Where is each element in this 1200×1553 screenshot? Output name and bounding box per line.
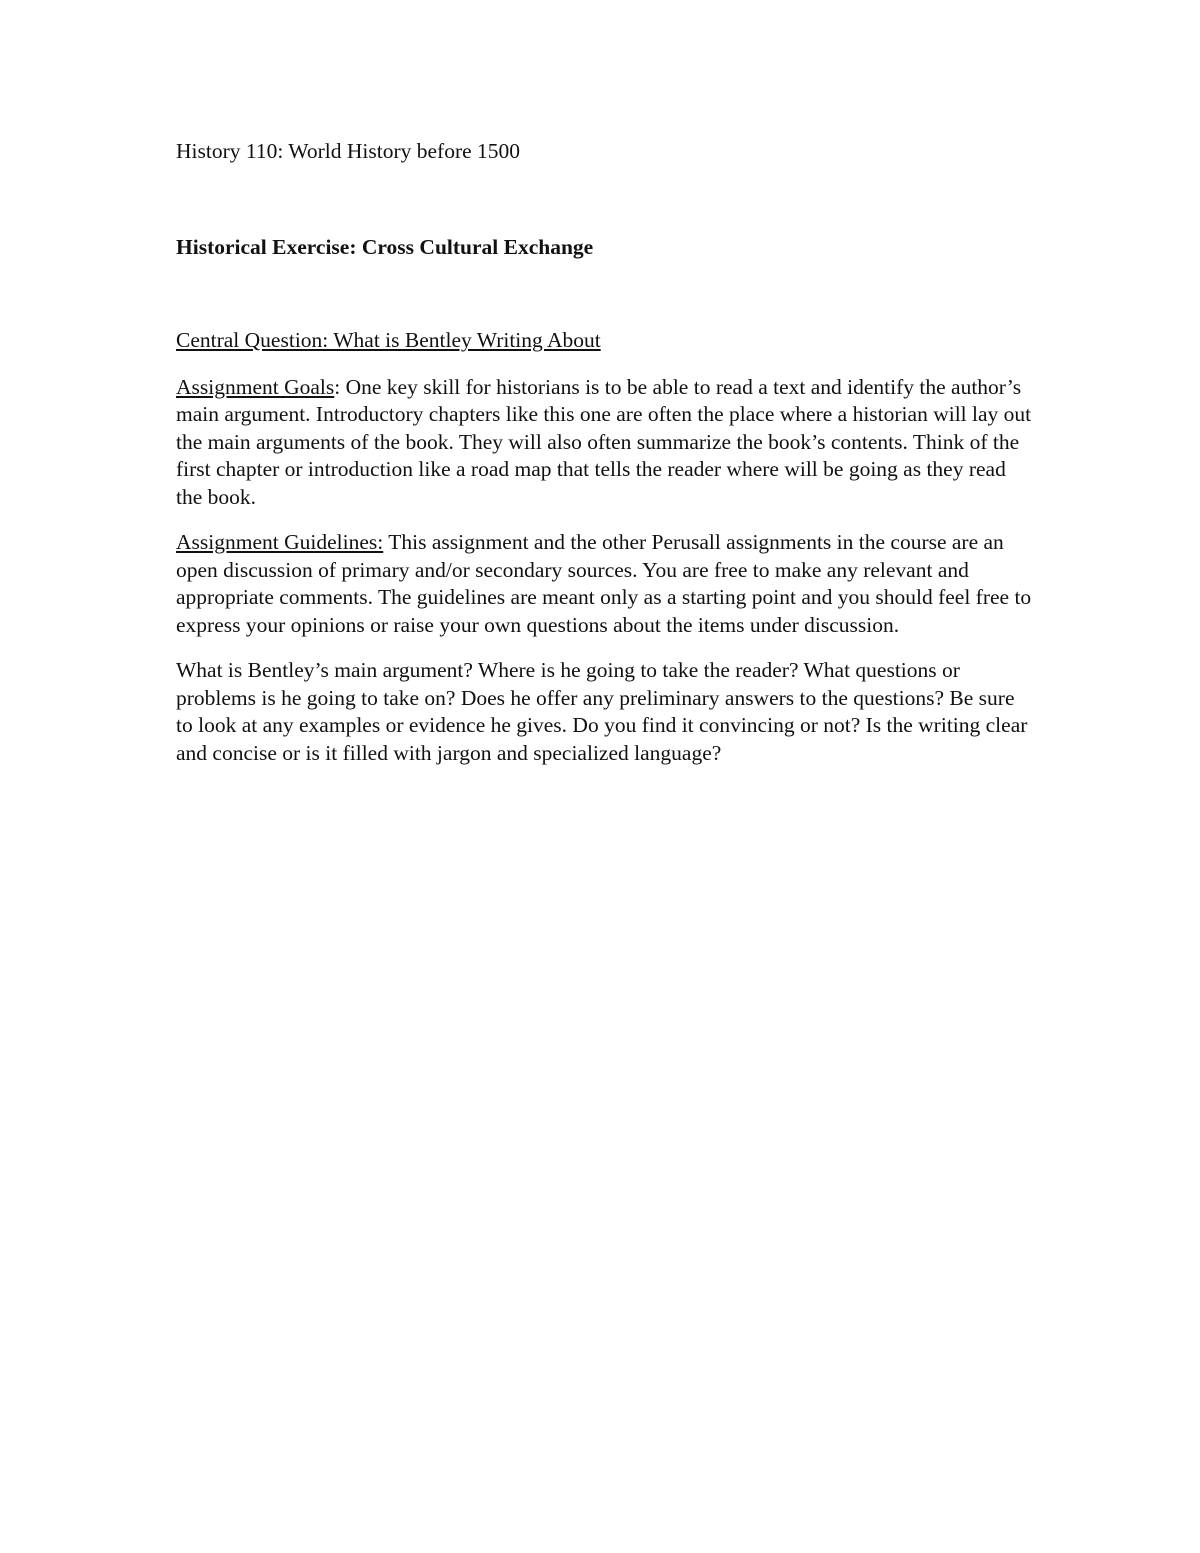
assignment-goals-label: Assignment Goals [176,374,335,399]
exercise-title: Historical Exercise: Cross Cultural Exchange [176,234,594,259]
assignment-goals-text: : One key skill for historians is to be able to read a text and identify the author’s main argument. Introductory chapters like this one are often the place where a historian will lay out the main arguments of the book. They will also often summarize the book’s contents. Think of the first chapter or introduction like a road map that tells the reader where will be going as they read the book. [176,374,1032,509]
discussion-prompt-paragraph: What is Bentley’s main argument? Where is he going to take the reader? What questions or problems is he going to take on? Does he offer any preliminary answers to the questions? Be sure to look at any examples or evidence he gives. Do you find it convincing or not? Is the writing clear and concise or is it filled with jargon and specialized language? [176,658,1028,765]
assignment-guidelines-label: Assignment Guidelines: [176,530,384,554]
assignment-goals-paragraph [176,374,1036,512]
document-body [176,138,1036,767]
course-title: History 110: World History before 1500 [176,139,521,163]
assignment-guidelines-text: This assignment and the other Perusall assignments in the course are an open discussion of primary and/or secondary sources. You are free to make any relevant and appropriate comments. The guidelines are meant only as a starting point and you should feel free to express your opinions or raise your own questions about the items under discussion. [176,530,1032,637]
assignment-guidelines-paragraph [176,529,1036,639]
central-question: Central Question: What is Bentley Writing About [176,328,601,352]
